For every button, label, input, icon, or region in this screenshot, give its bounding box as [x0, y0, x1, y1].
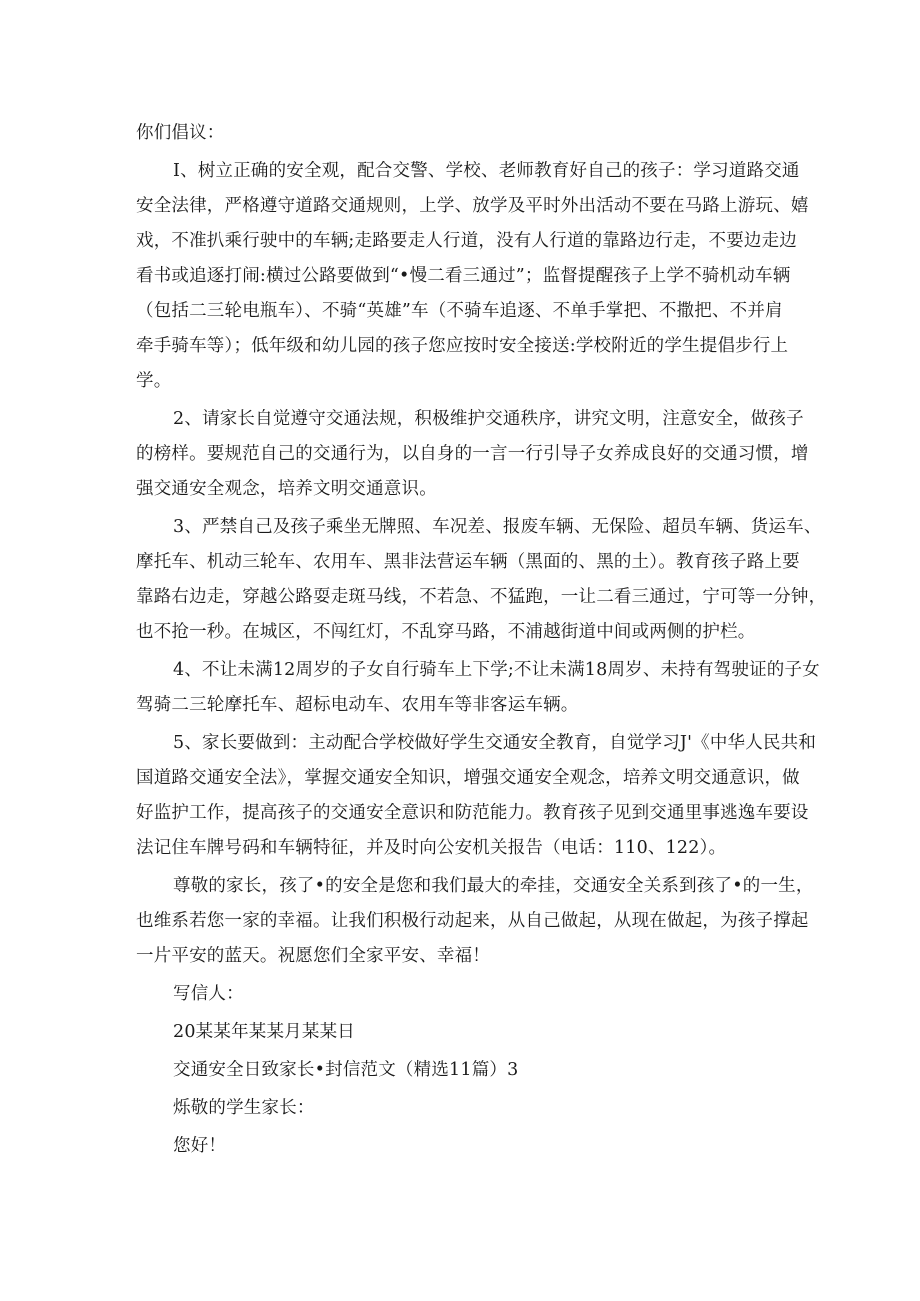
text-line: 法记住车牌号码和车辆特征，并及时向公安机关报告（电话：110、122）。: [136, 838, 727, 858]
text-line: 驾骑二三轮摩托车、超标电动车、农用车等非客运车辆。: [136, 695, 579, 715]
text-line: 也维系若您一家的幸福。让我们积极行动起来，从自己做起，从现在做起，为孩子撑起: [136, 911, 809, 931]
text-line: （包括二三轮电瓶车）、不骑“英雄”车（不骑车追逐、不单手掌把、不撒把、不并肩: [136, 301, 783, 321]
text-line: 烁敬的学生家长：: [173, 1098, 315, 1118]
date-line: [136, 1015, 788, 1050]
section-title: [136, 1053, 788, 1088]
paragraph-3: [136, 510, 827, 650]
signature-label: [136, 977, 788, 1012]
text-line: 4、不让未满12周岁的子女自行骑车上下学;不让未满18周岁、未持有驾驶证的子女: [173, 660, 820, 680]
text-line: 20某某年某某月某某日: [173, 1022, 355, 1042]
paragraph-2: [136, 402, 809, 507]
text-line: 2、请家长自觉遵守交通法规，积极维护交通秩序，讲究文明，注意安全，做孩子: [173, 409, 804, 429]
paragraph-6: [136, 869, 814, 974]
text-line: 您好！: [173, 1136, 227, 1156]
text-line: 安全法律，严格遵守道路交通规则，上学、放学及平时外出活动不要在马路上游玩、嬉: [136, 196, 809, 216]
text-line: 交通安全日致家长•封信范文（精选11篇）3: [173, 1060, 519, 1080]
text-line: 也不抢一秒。在城区，不闯红灯，不乱穿马路，不浦越街道中间或两侧的护栏。: [136, 622, 756, 642]
text-line: 一片平安的蓝天。祝愿您们全家平安、幸福！: [136, 946, 490, 966]
text-line: 摩托车、机动三轮车、农用车、黑非法营运车辆（黑面的、黑的土）。教育孩子路上要: [136, 552, 800, 572]
text-line: 牵手骑车等）；低年级和幼儿园的孩子您应按时安全接送:学校附近的学生提倡步行上: [136, 336, 789, 356]
text-line: 看书或追逐打闹:横过公路要做到“•慢二看三通过”；监督提醒孩子上学不骑机动车辆: [136, 266, 791, 286]
text-line: 写信人：: [173, 984, 244, 1004]
text-line: 尊敬的家长，孩了•的安全是您和我们最大的牵挂，交通安全关系到孩了•的一生，: [173, 876, 814, 896]
text-line: 靠路右边走，穿越公路耍走斑马线，不若急、不猛跑，一让二看三通过，宁可等一分钟，: [136, 587, 827, 607]
text-line: 强交通安全观念，培养文明交通意识。: [136, 479, 437, 499]
text-line: 5、家长要做到：主动配合学校做好学生交通安全教育，自觉学习J'《中华人民共和: [173, 733, 817, 753]
text-line: I、树立正确的安全观，配合交警、学校、老师教育好自己的孩子：学习道路交通: [173, 161, 800, 181]
text-line: 好监护工作，提高孩子的交通安全意识和防范能力。教育孩子见到交通里事逃逸车要设: [136, 803, 809, 823]
hello-line: [136, 1129, 788, 1164]
text-line: 学。: [136, 371, 172, 391]
paragraph-5: [136, 726, 817, 866]
text-line: 国道路交通安全法》，掌握交通安全知识，增强交通安全观念，培养文明交通意识，做: [136, 768, 800, 788]
letter-body: [136, 116, 827, 1164]
paragraph-1: [136, 154, 809, 399]
text-line: 你们倡议：: [136, 123, 225, 143]
text-line: 戏，不准扒乘行驶中的车辆;走路要走人行道，没有人行道的靠路边行走，不要边走边: [136, 231, 797, 251]
paragraph-4: [136, 653, 820, 723]
greeting-line: [136, 1091, 788, 1126]
text-line: 3、严禁自己及孩子乘坐无牌照、车况差、报废车辆、无保险、超员车辆、货运车、: [173, 517, 822, 537]
salutation-line: [136, 116, 788, 151]
text-line: 的榜样。要规范自己的交通行为，以自身的一言一行引导子女养成良好的交通习惯，增: [136, 444, 809, 464]
